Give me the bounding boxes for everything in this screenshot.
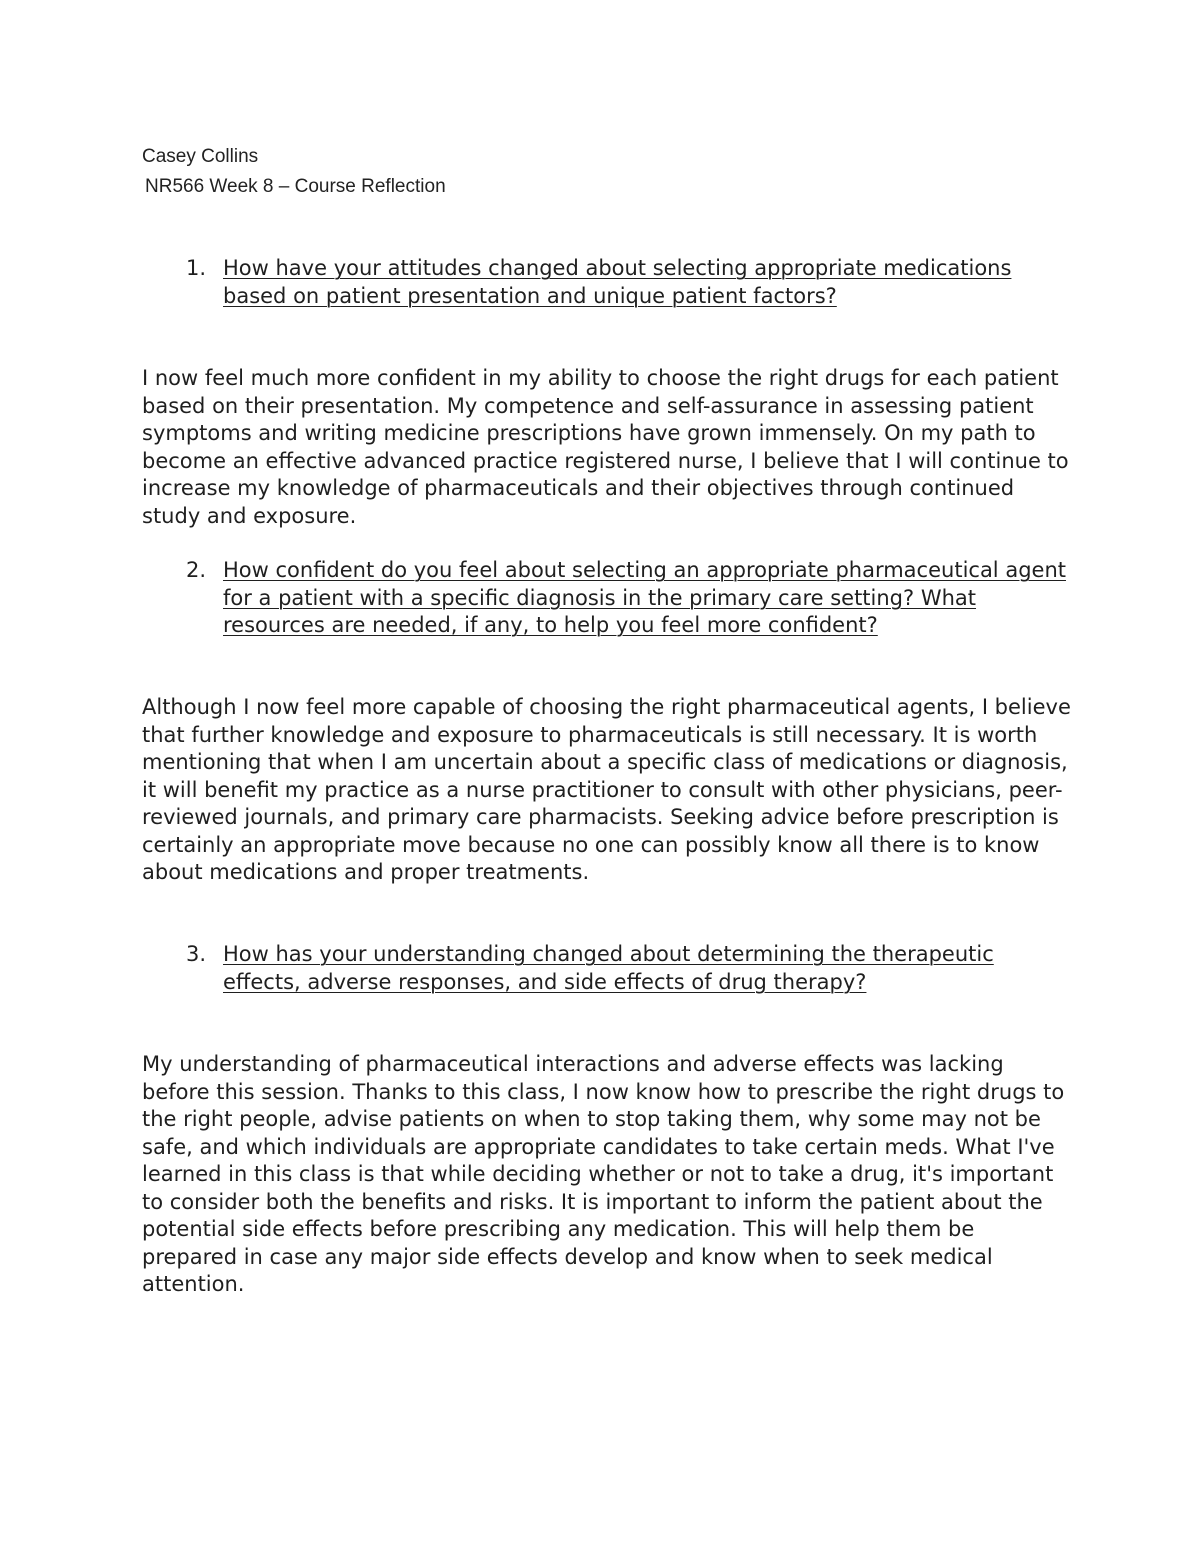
question-3 <box>186 941 1066 996</box>
answer-1: I now feel much more confident in my ability to choose the right drugs for each patient based on their presentation. My competence and self-assurance in assessing patient symptoms and writing medicine prescriptions have grown immensely. On my path to become an effective advanced practice registered nurse, I believe that I will continue to increase my knowledge of pharmaceuticals and their objectives through continued study and exposure. <box>142 366 1069 528</box>
question-1 <box>186 255 1066 310</box>
answer-2: Although I now feel more capable of choosing the right pharmaceutical agents, I believe that further knowledge and exposure to pharmaceuticals is still necessary. It is worth mentioning that when I am uncertain about a specific class of medications or diagnosis, it will benefit my practice as a nurse practitioner to consult with other physicians, peer-reviewed journals, and primary care pharmacists. Seeking advice before prescription is certainly an appropriate move because no one can possibly know all there is to know about medications and proper treatments. <box>142 695 1071 884</box>
author-name: Casey Collins <box>142 146 259 167</box>
answer-3: My understanding of pharmaceutical interactions and adverse effects was lacking before this session. Thanks to this class, I now know how to prescribe the right drugs to the right people, advise patients on when to stop taking them, why some may not be safe, and which individuals are appropriate candidates to take certain meds. What I've learned in this class is that while deciding whether or not to take a drug, it's important to consider both the benefits and risks. It is important to inform the patient about the potential side effects before prescribing any medication. This will help them be prepared in case any major side effects develop and know when to seek medical attention. <box>142 1052 1065 1296</box>
document-title: NR566 Week 8 – Course Reflection <box>145 176 446 197</box>
question-text: How have your attitudes changed about selecting appropriate medications based on patient presentation and unique patient factors? <box>223 256 1012 308</box>
question-number: 1. <box>186 256 207 280</box>
question-number: 2. <box>186 558 207 582</box>
question-text: How has your understanding changed about determining the therapeutic effects, adverse responses, and side effects of drug therapy? <box>223 942 994 994</box>
question-number: 3. <box>186 942 207 966</box>
question-2 <box>186 557 1066 640</box>
question-text: How confident do you feel about selecting an appropriate pharmaceutical agent for a patient with a specific diagnosis in the primary care setting? What resources are needed, if any, to help you feel more confident? <box>223 558 1066 637</box>
